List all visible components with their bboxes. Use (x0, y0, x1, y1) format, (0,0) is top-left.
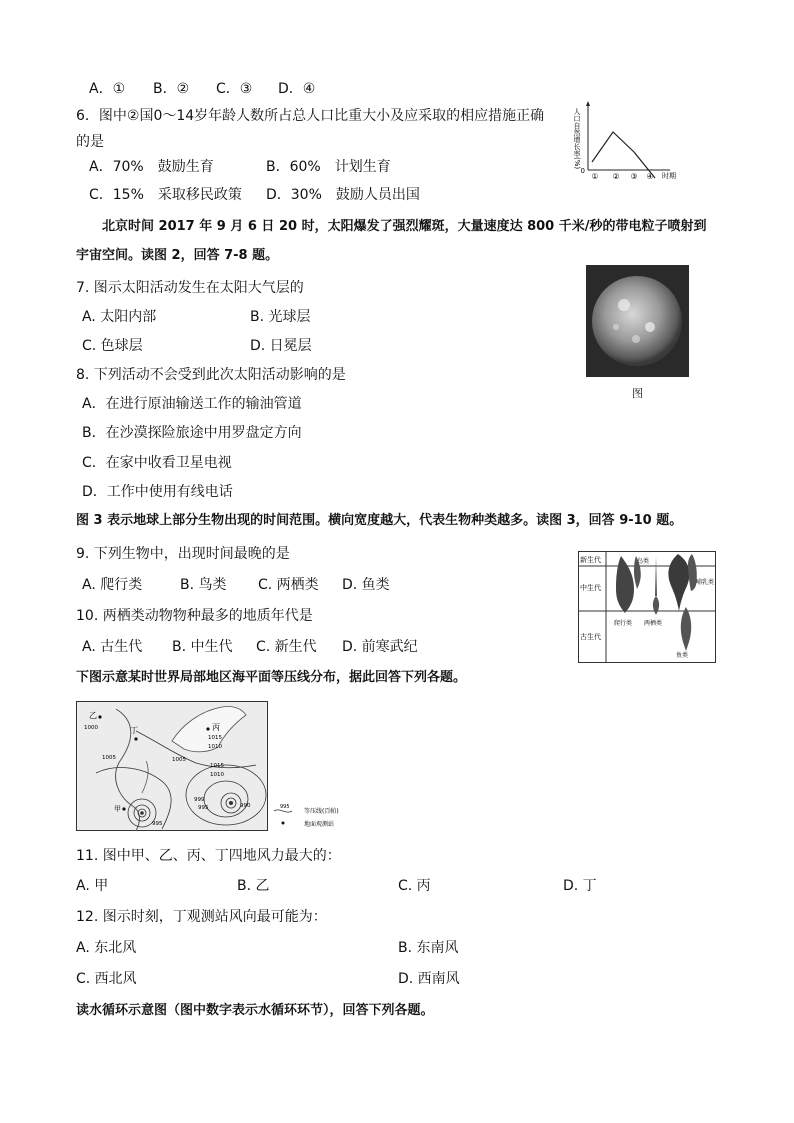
isobar-value: 1005 (102, 755, 116, 761)
q12-option-d: D. 西南风 (398, 971, 460, 987)
figure-tick-3: ③ (630, 172, 638, 181)
q7-option-d: D. 日冕层 (250, 338, 312, 354)
q6-stem-line1: 6．图中②国0～14岁年龄人数所占总人口比重大小及应采取的相应措施正确 (76, 108, 545, 124)
intro-water-cycle: 读水循环示意图（图中数字表示水循环环节），回答下列各题。 (76, 1003, 434, 1018)
isobar-value: 1015 (210, 763, 224, 769)
q10-option-a: A. 古生代 (82, 639, 143, 655)
intro-q7-8-line2: 宇宙空间。读图 2，回答 7-8 题。 (76, 248, 279, 263)
legend-isobar: 等压线(百帕) (304, 808, 339, 815)
figure-tick-4: ④ (646, 172, 654, 181)
legend-isobar-value: 995 (280, 804, 290, 810)
q7-option-a: A. 太阳内部 (82, 309, 157, 325)
q9-option-b: B. 鸟类 (180, 577, 227, 593)
q10-stem: 10. 两栖类动物物种最多的地质年代是 (76, 608, 313, 624)
q8-option-a: A．在进行原油输送工作的输油管道 (82, 396, 302, 412)
q8-option-d: D．工作中使用有线电话 (82, 484, 233, 500)
figure-tick-1: ① (591, 172, 599, 181)
q12-option-a: A. 东北风 (76, 940, 137, 956)
q6-stem-line2: 的是 (76, 134, 104, 150)
place-ding: 丁 (130, 726, 138, 735)
q7-option-b: B. 光球层 (250, 309, 311, 325)
q9-option-c: C. 两栖类 (258, 577, 319, 593)
q9-option-a: A. 爬行类 (82, 577, 143, 593)
isobar-value: 995 (198, 805, 209, 811)
q6-option-d: D．30% 鼓励人员出国 (266, 187, 420, 203)
label-amphibians: 两栖类 (644, 620, 663, 627)
q5-option-d: D．④ (278, 81, 316, 97)
sun-image (586, 265, 689, 377)
isobar-map (76, 701, 366, 833)
intro-q9-10: 图 3 表示地球上部分生物出现的时间范围。横向宽度越大，代表生物种类越多。读图 3，回答 9-10 题。 (76, 513, 683, 528)
q10-option-b: B. 中生代 (172, 639, 233, 655)
figure-xlabel: 时期 (662, 172, 676, 180)
isobar-value: 1015 (208, 735, 222, 741)
place-bing: 丙 (212, 723, 220, 732)
label-birds: 鸟类 (637, 558, 650, 565)
era-mesozoic: 中生代 (580, 584, 601, 592)
q7-stem: 7. 图示太阳活动发生在太阳大气层的 (76, 280, 304, 296)
q5-option-b: B．② (153, 81, 190, 97)
q5-option-a: A．① (89, 81, 126, 97)
sun-image-caption: 图 (632, 387, 643, 400)
figure-origin: 0 (580, 167, 585, 175)
intro-q7-8-line1: 北京时间 2017 年 9 月 6 日 20 时，太阳爆发了强烈耀斑，大量速度达 800 千米/秒的带电粒子喷射到 (102, 219, 707, 234)
isobar-value: 999 (194, 797, 205, 803)
q8-option-b: B．在沙漠探险旅途中用罗盘定方向 (82, 425, 302, 441)
q11-option-d: D. 丁 (563, 878, 597, 894)
legend-station: 地面观测站 (304, 821, 335, 828)
isobar-value: 990 (240, 803, 251, 809)
place-yi: 乙 (89, 711, 97, 720)
q8-option-c: C．在家中收看卫星电视 (82, 455, 232, 471)
q9-option-d: D. 鱼类 (342, 577, 390, 593)
q11-option-a: A. 甲 (76, 878, 109, 894)
q6-option-c: C．15% 采取移民政策 (89, 187, 242, 203)
q9-stem: 9. 下列生物中，出现时间最晚的是 (76, 546, 290, 562)
label-mammals: 哺乳类 (696, 579, 715, 586)
q7-option-c: C. 色球层 (82, 338, 143, 354)
isobar-value: 1010 (210, 772, 224, 778)
q5-option-c: C．③ (216, 81, 253, 97)
era-cenozoic: 新生代 (580, 556, 601, 564)
geologic-time-figure (578, 551, 716, 663)
isobar-value: 995 (152, 821, 163, 827)
q11-option-c: C. 丙 (398, 878, 431, 894)
intro-q11-12: 下图示意某时世界局部地区海平面等压线分布，据此回答下列各题。 (76, 670, 467, 685)
q6-option-a: A．70% 鼓励生育 (89, 159, 214, 175)
label-reptiles: 爬行类 (614, 620, 633, 627)
label-fish: 鱼类 (676, 652, 689, 659)
population-growth-figure (574, 98, 694, 184)
q11-stem: 11. 图中甲、乙、丙、丁四地风力最大的： (76, 848, 341, 864)
place-jia: 甲 (114, 805, 121, 813)
q11-option-b: B. 乙 (237, 878, 270, 894)
q10-option-d: D. 前寒武纪 (342, 639, 418, 655)
isobar-value: 1010 (208, 744, 222, 750)
isobar-value: 1005 (172, 757, 186, 763)
figure-ylabel: 人口自然增长率(%) (573, 108, 581, 170)
q6-option-b: B．60% 计划生育 (266, 159, 391, 175)
q12-stem: 12. 图示时刻，丁观测站风向最可能为： (76, 909, 327, 925)
q10-option-c: C. 新生代 (256, 639, 317, 655)
q12-option-c: C. 西北风 (76, 971, 137, 987)
figure-tick-2: ② (612, 172, 620, 181)
q8-stem: 8. 下列活动不会受到此次太阳活动影响的是 (76, 367, 346, 383)
era-paleozoic: 古生代 (580, 633, 601, 641)
isobar-value: 1000 (84, 725, 98, 731)
q12-option-b: B. 东南风 (398, 940, 459, 956)
